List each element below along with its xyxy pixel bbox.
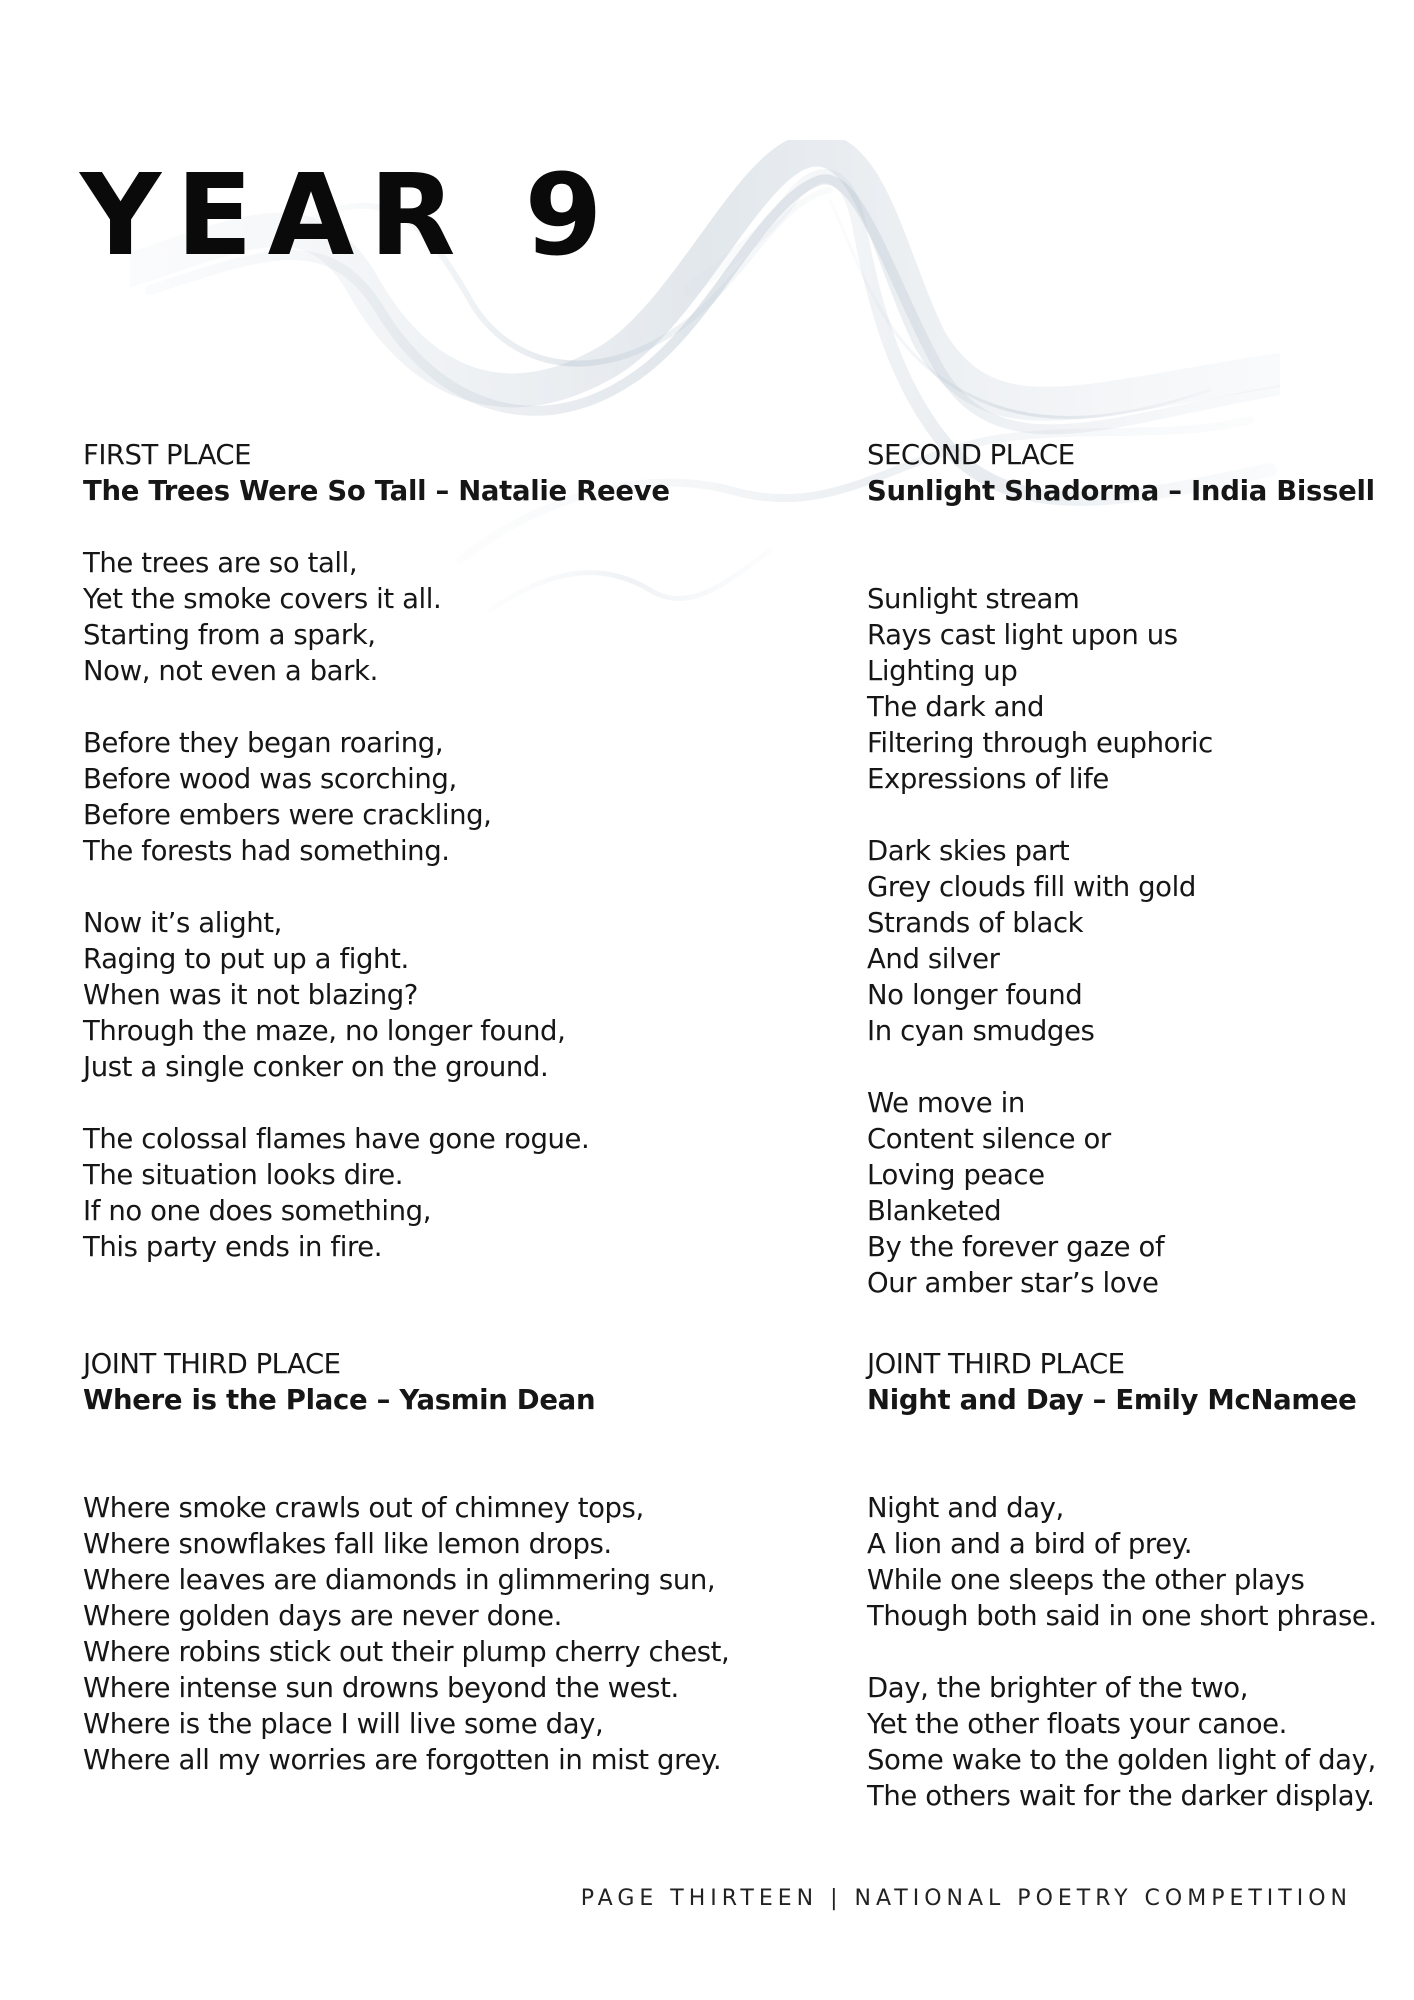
poem-line: Sunlight stream [867, 583, 1080, 615]
poem-line: Before wood was scorching, [83, 763, 457, 795]
poem-title: Where is the Place – Yasmin Dean [83, 1384, 596, 1416]
poem-first-place [83, 437, 703, 1301]
stanza [83, 905, 703, 1085]
poem-line: The situation looks dire. [83, 1159, 404, 1191]
poem-line: Though both said in one short phrase. [867, 1600, 1377, 1632]
poem-line: Where all my worries are forgotten in mist grey. [83, 1744, 722, 1776]
poem-line: The others wait for the darker display. [867, 1780, 1375, 1812]
poem-second-place [867, 437, 1414, 1337]
place-label: FIRST PLACE [83, 439, 251, 471]
poem-line: Expressions of life [867, 763, 1109, 795]
stanza [867, 1490, 1414, 1634]
poem-line: This party ends in fire. [83, 1231, 383, 1263]
poem-line: Just a single conker on the ground. [83, 1051, 549, 1083]
poem-line: In cyan smudges [867, 1015, 1095, 1047]
poem-line: Where leaves are diamonds in glimmering sun, [83, 1564, 716, 1596]
poem-line: Loving peace [867, 1159, 1045, 1191]
poem-line: Yet the other floats your canoe. [867, 1708, 1287, 1740]
poem-line: The forests had something. [83, 835, 450, 867]
place-label: SECOND PLACE [867, 439, 1075, 471]
poem-line: We move in [867, 1087, 1025, 1119]
poem-line: Night and day, [867, 1492, 1064, 1524]
stanza [867, 1670, 1414, 1814]
poem-joint-third-place-1 [83, 1346, 730, 1814]
poem-line: Where smoke crawls out of chimney tops, [83, 1492, 644, 1524]
poem-line: Day, the brighter of the two, [867, 1672, 1249, 1704]
poem-line: Starting from a spark, [83, 619, 376, 651]
poem-line: Where robins stick out their plump cherry chest, [83, 1636, 730, 1668]
stanza [867, 581, 1414, 797]
poem-title: Sunlight Shadorma – India Bissell [867, 475, 1375, 507]
poem-line: Through the maze, no longer found, [83, 1015, 566, 1047]
poem-title: The Trees Were So Tall – Natalie Reeve [83, 475, 670, 507]
stanza [83, 1490, 730, 1778]
poem-line: Lighting up [867, 655, 1018, 687]
place-label: JOINT THIRD PLACE [867, 1348, 1125, 1380]
poem-line: Before embers were crackling, [83, 799, 492, 831]
poem-line: Content silence or [867, 1123, 1111, 1155]
poem-line: The trees are so tall, [83, 547, 358, 579]
stanza [83, 545, 703, 689]
poem-line: Dark skies part [867, 835, 1070, 867]
poem-line: Where intense sun drowns beyond the west. [83, 1672, 679, 1704]
poem-line: While one sleeps the other plays [867, 1564, 1305, 1596]
poem-line: No longer found [867, 979, 1083, 1011]
poem-title: Night and Day – Emily McNamee [867, 1384, 1357, 1416]
place-label: JOINT THIRD PLACE [83, 1348, 341, 1380]
poem-joint-third-place-2 [867, 1346, 1414, 1850]
poem-line: Before they began roaring, [83, 727, 444, 759]
poem-line: Blanketed [867, 1195, 1002, 1227]
page-footer: PAGE THIRTEEN | NATIONAL POETRY COMPETITION [580, 1886, 1352, 1911]
poem-line: The dark and [867, 691, 1045, 723]
poem-line: Filtering through euphoric [867, 727, 1213, 759]
poem-line: And silver [867, 943, 1000, 975]
stanza [83, 725, 703, 869]
poem-line: Raging to put up a fight. [83, 943, 409, 975]
stanza [867, 833, 1414, 1049]
poem-line: Where golden days are never done. [83, 1600, 562, 1632]
poem-line: Rays cast light upon us [867, 619, 1178, 651]
poem-line: A lion and a bird of prey. [867, 1528, 1193, 1560]
poem-line: Yet the smoke covers it all. [83, 583, 442, 615]
poem-line: The colossal flames have gone rogue. [83, 1123, 590, 1155]
poem-line: Some wake to the golden light of day, [867, 1744, 1376, 1776]
stanza [867, 1085, 1414, 1301]
stanza [83, 1121, 703, 1265]
poem-line: By the forever gaze of [867, 1231, 1165, 1263]
poem-line: Strands of black [867, 907, 1084, 939]
poem-line: If no one does something, [83, 1195, 432, 1227]
poem-line: Where snowflakes fall like lemon drops. [83, 1528, 612, 1560]
poem-line: Grey clouds fill with gold [867, 871, 1196, 903]
page-title: YEAR 9 [80, 151, 618, 281]
poem-line: Now it’s alight, [83, 907, 283, 939]
poem-line: Our amber star’s love [867, 1267, 1159, 1299]
poem-line: When was it not blazing? [83, 979, 418, 1011]
poem-line: Now, not even a bark. [83, 655, 378, 687]
poem-line: Where is the place I will live some day, [83, 1708, 604, 1740]
